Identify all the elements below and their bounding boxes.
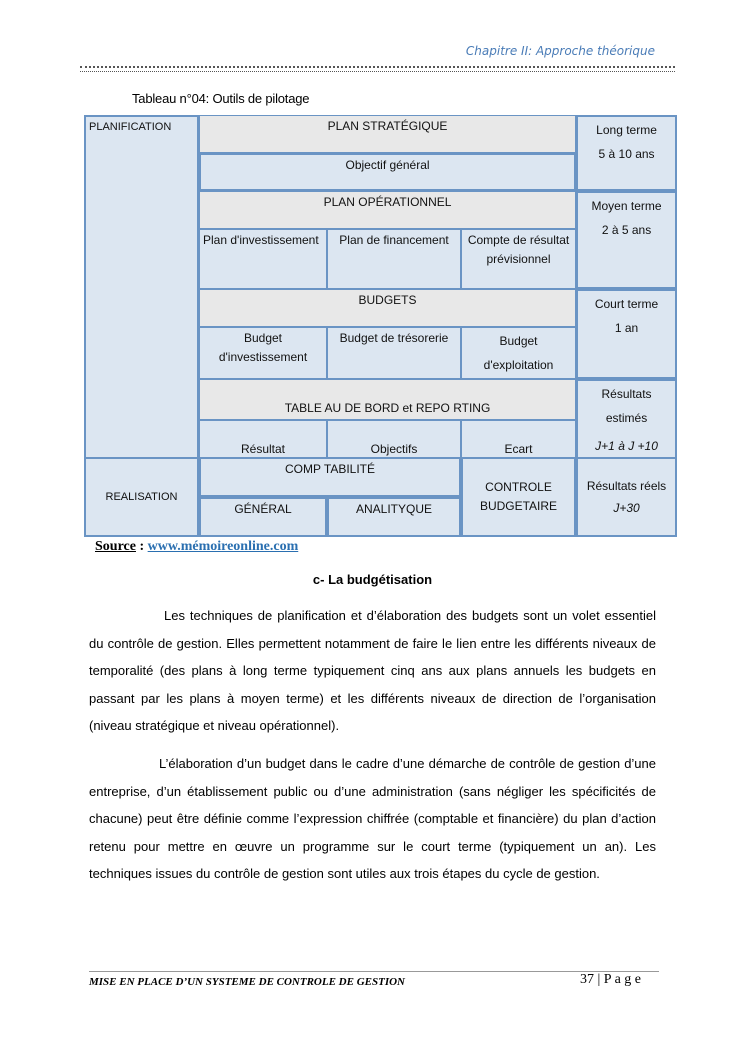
budget-exploitation-line2: d'exploitation — [483, 358, 554, 372]
ecart-cell: Ecart — [461, 420, 576, 461]
plan-operationnel-cell: PLAN OPÉRATIONNEL — [199, 191, 576, 229]
resultats-reels-label: Résultats réels — [586, 479, 667, 493]
source-link[interactable]: www.mémoireonline.com — [147, 539, 299, 554]
long-terme-value: 5 à 10 ans — [598, 147, 655, 161]
moyen-terme-label: Moyen terme — [591, 199, 662, 213]
footer-title: MISE EN PLACE D’UN SYSTEME DE CONTROLE DE GESTION — [89, 976, 405, 988]
general-cell: GÉNÉRAL — [199, 497, 327, 537]
header-divider — [80, 66, 675, 72]
resultats-reels-period: J+30 — [613, 501, 640, 515]
source-separator: : — [135, 539, 148, 554]
objectif-general-cell: Objectif général — [199, 153, 576, 191]
budget-exploitation-cell — [461, 327, 576, 379]
analytique-cell: ANALITYQUE — [327, 497, 461, 537]
source-line — [95, 539, 298, 555]
resultats-estimes-period: J+1 à J +10 — [595, 439, 658, 453]
moyen-terme-value: 2 à 5 ans — [601, 223, 652, 237]
controle-budgetaire-cell: CONTROLE BUDGETAIRE — [461, 457, 576, 537]
budget-investissement-cell: Budget d'investissement — [199, 327, 327, 379]
court-terme-cell — [576, 289, 677, 379]
budget-exploitation-line1: Budget — [499, 334, 538, 348]
section-heading: c- La budgétisation — [312, 572, 433, 587]
moyen-terme-cell — [576, 191, 677, 289]
resultats-estimes-line2: estimés — [605, 411, 648, 425]
source-label: Source — [95, 539, 136, 554]
tableau-bord-cell: TABLE AU DE BORD et REPO RTING — [199, 379, 576, 420]
plan-strategique-cell: PLAN STRATÉGIQUE — [199, 115, 576, 153]
piloting-tools-table — [84, 115, 677, 461]
budgets-cell: BUDGETS — [199, 289, 576, 327]
paragraph-1: Les techniques de planification et d’élaboration des budgets sont un volet essentiel du contrôle de gestion. Elles permettent notamment de faire le lien entre les différents niveaux de temporalité (des plans à long terme typiquement cinq ans aux plans annuels les budgets en passant par les plans à moyen terme) et les différents niveaux de direction de l’organisation (niveau stratégique et niveau opérationnel). — [89, 608, 656, 733]
table-caption: Tableau n°04: Outils de pilotage — [132, 91, 310, 106]
long-terme-label: Long terme — [596, 123, 657, 137]
plan-investissement-cell: Plan d'investissement — [199, 229, 327, 289]
plan-financement-cell: Plan de financement — [327, 229, 461, 289]
realisation-cell: REALISATION — [84, 457, 199, 537]
resultat-cell: Résultat — [199, 420, 327, 461]
court-terme-label: Court terme — [594, 297, 659, 311]
planification-cell: PLANIFICATION — [84, 115, 199, 461]
realisation-table — [84, 457, 677, 537]
resultats-reels-cell — [576, 457, 677, 537]
paragraph-2: L’élaboration d’un budget dans le cadre d’une démarche de contrôle de gestion d’une entreprise, d’un établissement public ou d’une administration (sans négliger les spécificités de chacune) peut être définie comme l’expression chiffrée (comptable et financière) du plan d’action retenu pour mettre en œuvre un programme sur le court terme (typiquement un an). Les techniques issues du contrôle de gestion sont utiles aux trois étapes du cycle de gestion. — [89, 756, 656, 881]
compte-resultat-cell: Compte de résultat prévisionnel — [461, 229, 576, 289]
court-terme-value: 1 an — [614, 321, 639, 335]
resultats-estimes-line1: Résultats — [601, 387, 652, 401]
page-number: 37 | P a g e — [580, 972, 641, 987]
long-terme-cell — [576, 115, 677, 191]
resultats-estimes-cell — [576, 379, 677, 461]
budget-tresorerie-cell: Budget de trésorerie — [327, 327, 461, 379]
comptabilite-cell: COMP TABILITÉ — [199, 457, 461, 497]
chapter-header: Chapitre II: Approche théorique — [465, 44, 655, 58]
footer-divider — [89, 971, 659, 972]
objectifs-cell: Objectifs — [327, 420, 461, 461]
